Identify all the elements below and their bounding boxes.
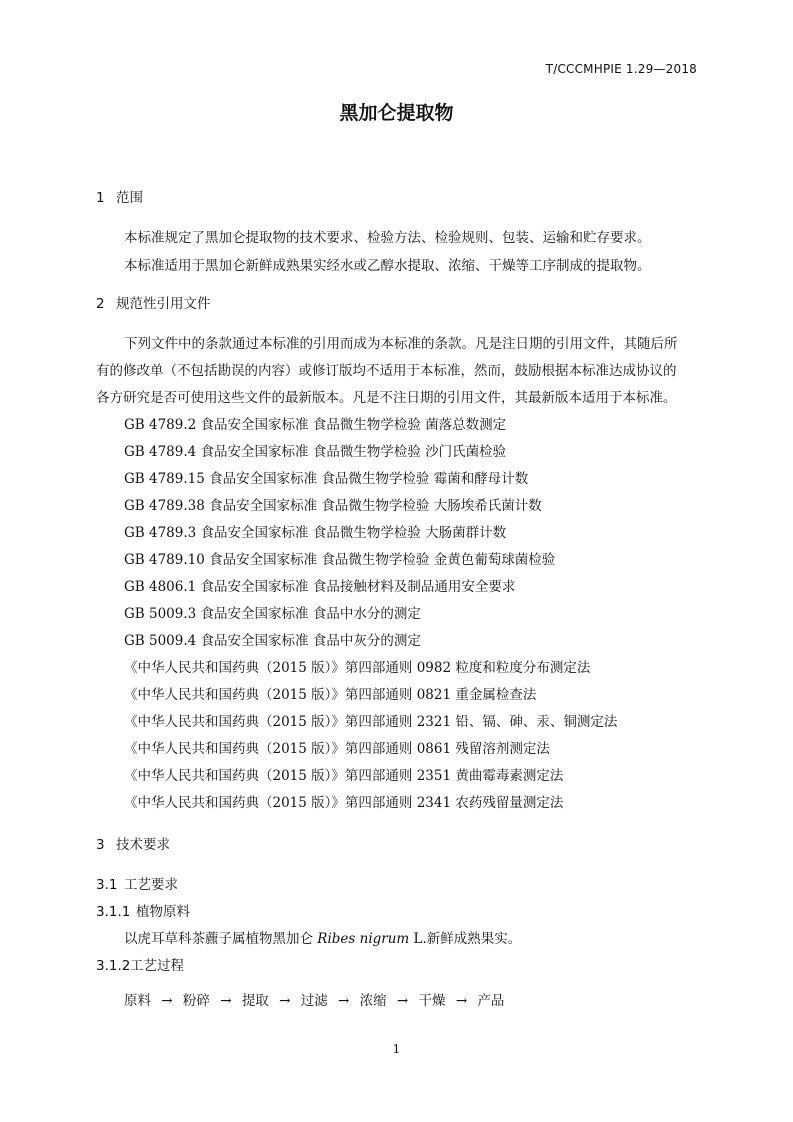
section-3-heading [96,833,170,853]
arrow-right-icon: → [161,993,173,1009]
section-2-heading [96,292,211,312]
paragraph-line: 各方研究是否可使用这些文件的最新版本。凡是不注日期的引用文件，其最新版本适用于本标准。 [96,390,677,406]
arrow-right-icon: → [396,993,409,1009]
latin-species-name: Ribes nigrum [317,931,410,947]
reference-item: GB 5009.4 食品安全国家标准 食品中灰分的测定 [124,633,421,649]
process-step: 粉碎 [182,993,210,1009]
subsection-3-1-heading [96,873,178,893]
process-step: 产品 [477,993,505,1009]
reference-item: GB 4789.38 食品安全国家标准 食品微生物学检验 大肠埃希氏菌计数 [124,498,542,514]
reference-item: 《中华人民共和国药典（2015 版）》第四部通则 2351 黄曲霉毒素测定法 [124,768,564,784]
paragraph-line: 有的修改单（不包括勘误的内容）或修订版均不适用于本标准，然而，鼓励根据本标准达成协议的 [96,363,677,379]
subsection-3-1-1-heading [96,900,190,920]
document-title: 黑加仑提取物 [339,102,454,124]
paragraph: 本标准适用于黑加仑新鲜成熟果实经水或乙醇水提取、浓缩、干燥等工序制成的提取物。 [124,258,651,274]
process-step: 原料 [124,993,151,1009]
section-title: 技术要求 [116,837,170,853]
section-number: 2 [96,296,105,312]
section-number: 3.1.1 [96,904,131,920]
section-number: 1 [96,190,105,206]
arrow-right-icon: → [220,993,232,1009]
reference-item: 《中华人民共和国药典（2015 版）》第四部通则 0821 重金属检查法 [124,687,537,703]
standard-code: T/CCCMHPIE 1.29—2018 [545,62,697,76]
arrow-right-icon: → [338,993,350,1009]
reference-item: GB 4789.3 食品安全国家标准 食品微生物学检验 大肠菌群计数 [124,525,507,541]
reference-item: GB 4806.1 食品安全国家标准 食品接触材料及制品通用安全要求 [124,579,516,595]
section-number: 3.1 [96,877,118,893]
section-1-heading [96,186,143,206]
reference-item: 《中华人民共和国药典（2015 版）》第四部通则 2341 农药残留量测定法 [124,795,564,811]
raw-material-text [124,927,521,947]
text-segment: L.新鲜成熟果实。 [409,931,522,947]
arrow-right-icon: → [455,993,468,1009]
section-title: 植物原料 [136,904,190,920]
process-step: 浓缩 [359,993,387,1009]
section-number: 3.1.2 [96,958,131,974]
section-title: 范围 [116,190,143,206]
reference-item: 《中华人民共和国药典（2015 版）》第四部通则 2321 铅、镉、砷、汞、铜测定法 [124,714,618,730]
reference-item: GB 4789.15 食品安全国家标准 食品微生物学检验 霉菌和酵母计数 [124,471,529,487]
process-flow [124,989,504,1009]
process-step: 干燥 [418,993,446,1009]
section-number: 3 [96,837,105,853]
paragraph-line: 下列文件中的条款通过本标准的引用而成为本标准的条款。凡是注日期的引用文件，其随后所 [124,336,678,352]
reference-item: GB 4789.4 食品安全国家标准 食品微生物学检验 沙门氏菌检验 [124,444,507,460]
process-step: 过滤 [300,993,328,1009]
section-title: 工艺要求 [124,877,178,893]
section-title: 工艺过程 [130,958,184,974]
page-number: 1 [392,1042,401,1056]
section-title: 规范性引用文件 [116,296,211,312]
text-segment: 以虎耳草科茶藨子属植物黑加仑 [124,931,318,947]
process-step: 提取 [241,993,269,1009]
arrow-right-icon: → [279,993,291,1009]
reference-item: GB 4789.2 食品安全国家标准 食品微生物学检验 菌落总数测定 [124,417,507,433]
reference-item: GB 5009.3 食品安全国家标准 食品中水分的测定 [124,606,421,622]
subsection-3-1-2-heading [96,954,184,974]
reference-item: 《中华人民共和国药典（2015 版）》第四部通则 0861 残留溶剂测定法 [124,741,550,757]
paragraph: 本标准规定了黑加仑提取物的技术要求、检验方法、检验规则、包装、运输和贮存要求。 [124,230,651,246]
reference-item: GB 4789.10 食品安全国家标准 食品微生物学检验 金黄色葡萄球菌检验 [124,552,556,568]
reference-item: 《中华人民共和国药典（2015 版）》第四部通则 0982 粒度和粒度分布测定法 [124,660,591,676]
